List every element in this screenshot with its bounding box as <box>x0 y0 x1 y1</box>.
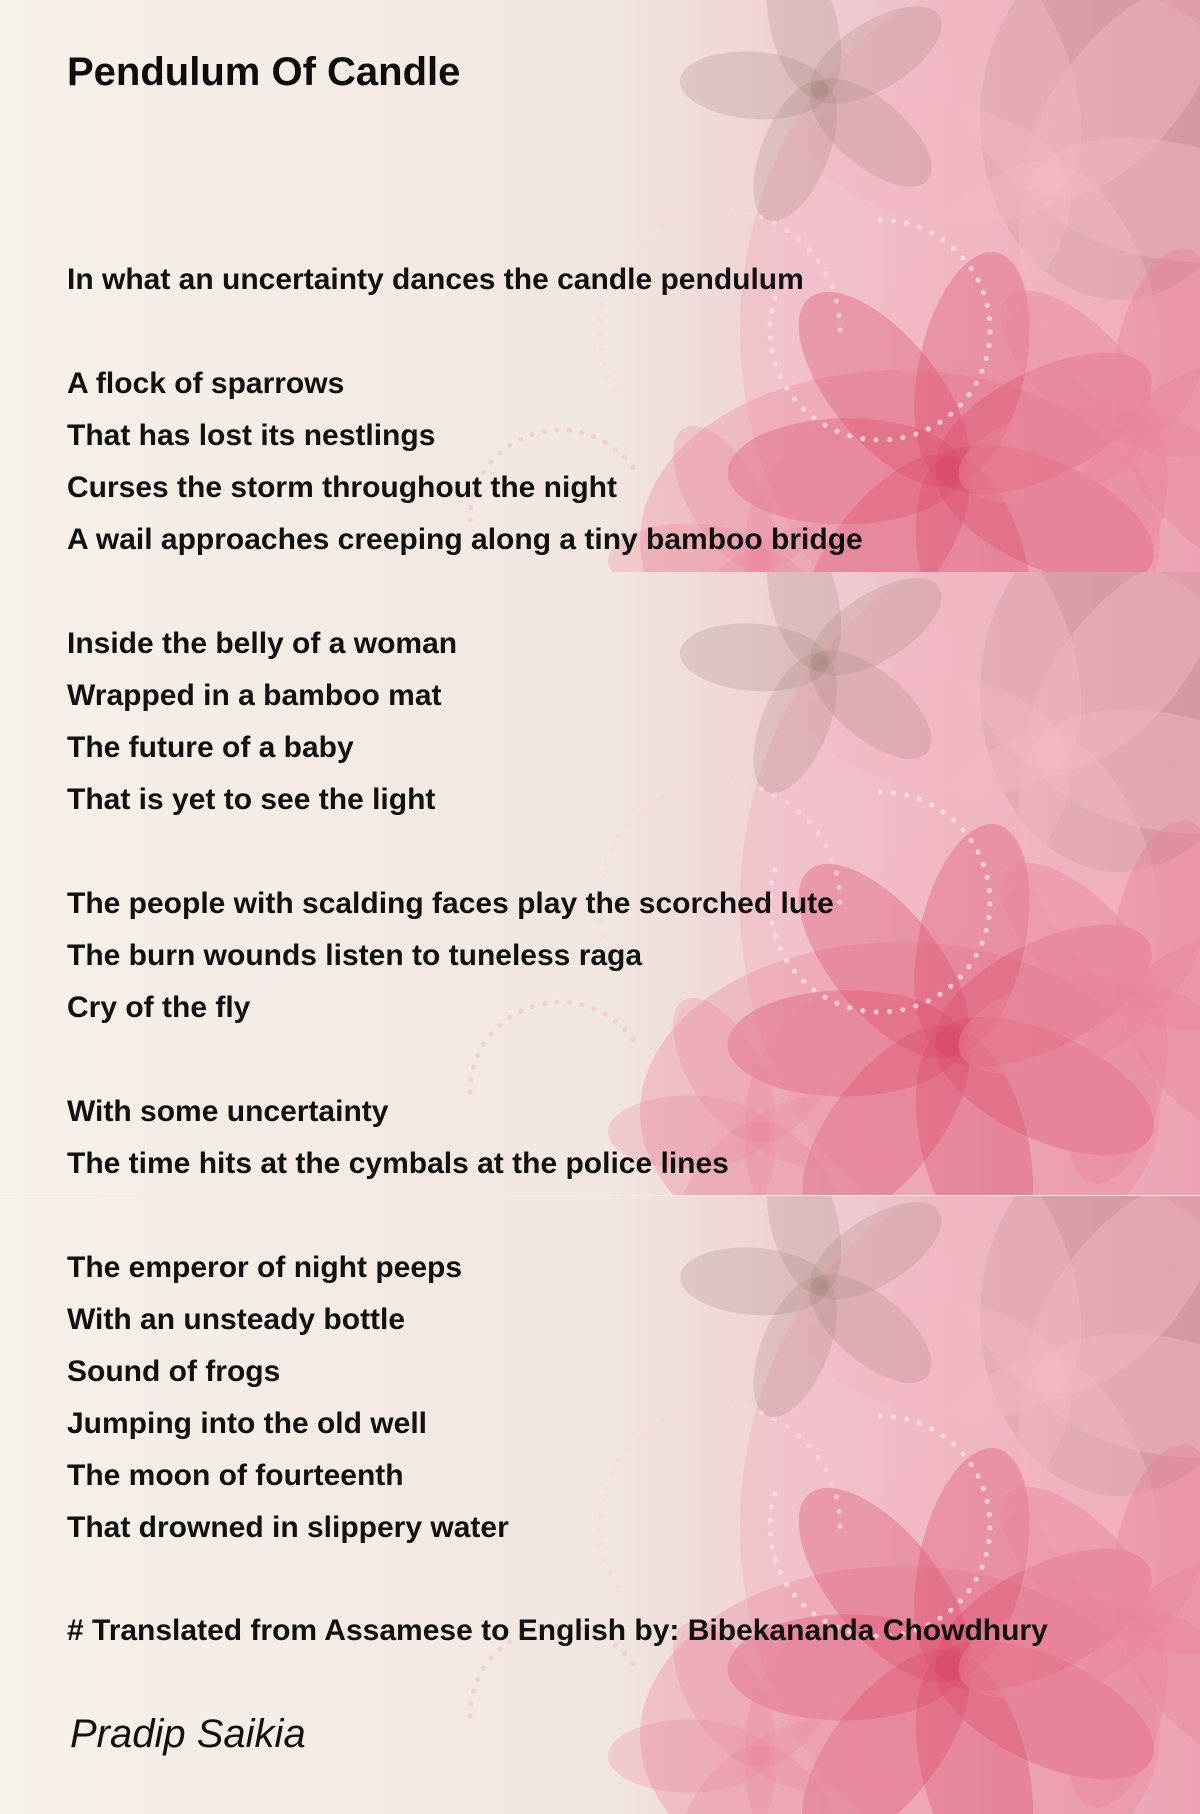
poem-line: Jumping into the old well <box>67 1407 427 1440</box>
poem-line: Sound of frogs <box>67 1355 281 1388</box>
translator-note: # Translated from Assamese to English by: Bibekananda Chowdhury <box>67 1614 1048 1647</box>
poem-line: That has lost its nestlings <box>67 419 436 452</box>
poem-line: The burn wounds listen to tuneless raga <box>67 939 643 972</box>
poet-name: Pradip Saikia <box>70 1712 306 1756</box>
stanza <box>67 1242 863 1554</box>
poem-body <box>67 254 863 1606</box>
poem-line: The time hits at the cymbals at the police lines <box>67 1147 729 1180</box>
poem-line: In what an uncertainty dances the candle pendulum <box>67 263 804 296</box>
poem-line: That is yet to see the light <box>67 783 436 816</box>
poem-line: With an unsteady bottle <box>67 1303 406 1336</box>
stanza <box>67 1086 863 1190</box>
poem-line: Inside the belly of a woman <box>67 627 458 660</box>
stanza <box>67 358 863 566</box>
poem-line: The moon of fourteenth <box>67 1459 404 1492</box>
poem-title: Pendulum Of Candle <box>67 50 461 94</box>
poem-line: That drowned in slippery water <box>67 1511 509 1544</box>
poem-line: A wail approaches creeping along a tiny bamboo bridge <box>67 523 863 556</box>
stanza <box>67 618 863 826</box>
poem-line: The future of a baby <box>67 731 354 764</box>
poem-line: With some uncertainty <box>67 1095 389 1128</box>
stanza <box>67 254 863 306</box>
poem-line: The people with scalding faces play the scorched lute <box>67 887 834 920</box>
poem-line: Curses the storm throughout the night <box>67 471 617 504</box>
stanza <box>67 878 863 1034</box>
poem-line: The emperor of night peeps <box>67 1251 463 1284</box>
poem-line: A flock of sparrows <box>67 367 345 400</box>
poem-line: Cry of the fly <box>67 991 251 1024</box>
poem-line: Wrapped in a bamboo mat <box>67 679 442 712</box>
